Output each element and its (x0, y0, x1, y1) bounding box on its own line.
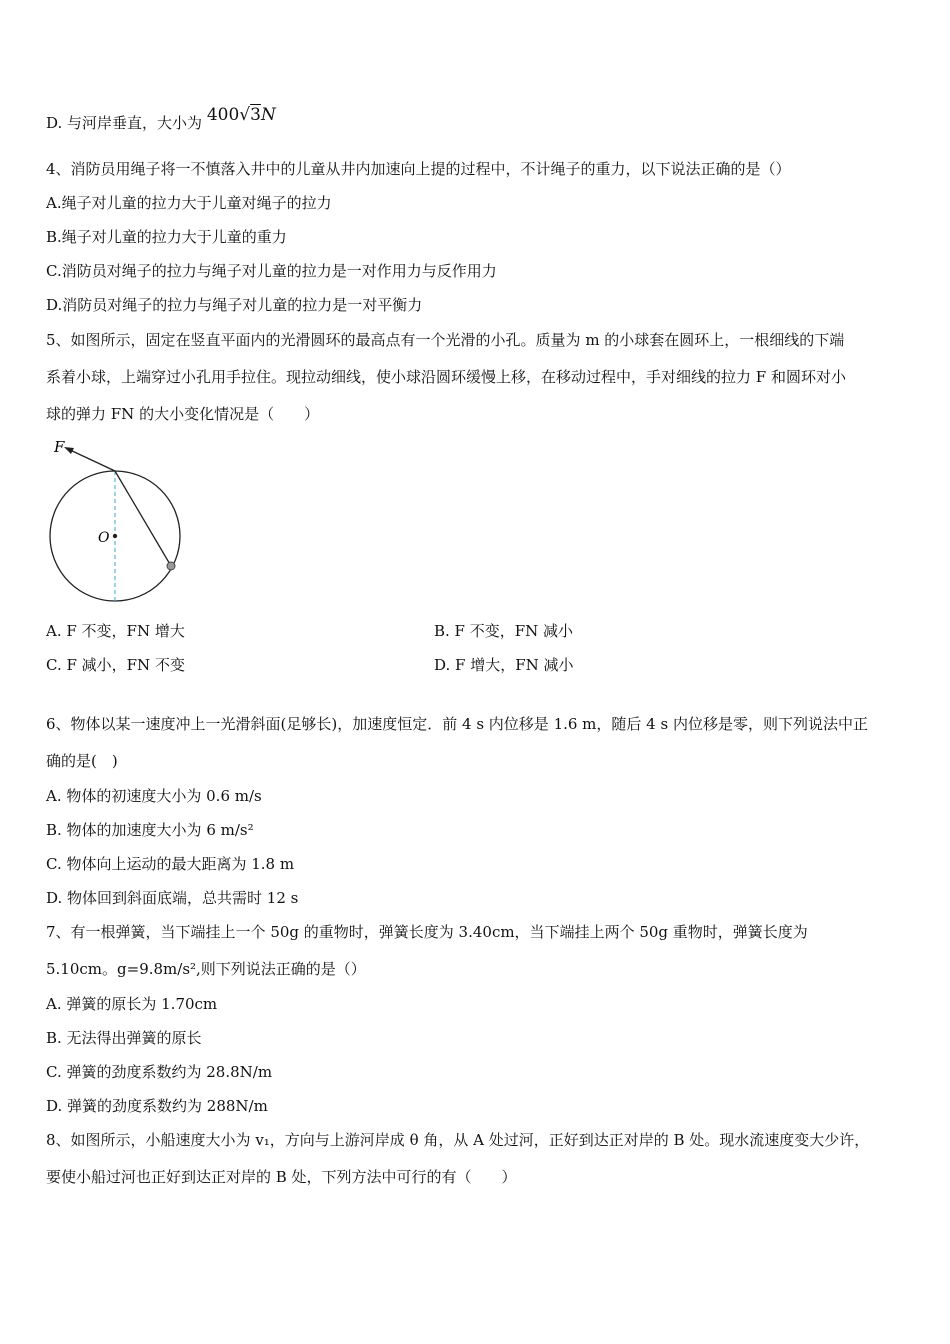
q3-option-d-math (207, 105, 276, 125)
q7-option-d: D. 弹簧的劲度系数约为 288N/m (46, 1097, 268, 1115)
math-num: 400 (206, 105, 240, 125)
q7-stem-line1: 7、有一根弹簧，当下端挂上一个 50g 的重物时，弹簧长度为 3.40cm，当下端挂上两个 50g 重物时，弹簧长度为 (46, 923, 808, 941)
q6-option-d: D. 物体回到斜面底端，总共需时 12 s (46, 889, 299, 907)
q5-option-d: D. F 增大，FN 减小 (434, 656, 574, 674)
q6-stem-line2: 确的是( ) (46, 752, 118, 770)
ball (167, 562, 175, 570)
force-arrow (68, 449, 115, 471)
q8-stem-line2: 要使小船过河也正好到达正对岸的 B 处，下列方法中可行的有（ ） (46, 1168, 517, 1186)
q6-option-b: B. 物体的加速度大小为 6 m/s² (46, 821, 254, 839)
math-unit: N (260, 105, 276, 125)
q5-option-b: B. F 不变，FN 减小 (434, 622, 574, 640)
q7-stem-line2: 5.10cm。g=9.8m/s²,则下列说法正确的是（） (46, 960, 366, 978)
string-line (115, 471, 171, 566)
math-radicand: 3 (250, 105, 261, 125)
q5-ring-figure (40, 432, 200, 607)
q6-option-c: C. 物体向上运动的最大距离为 1.8 m (46, 855, 295, 873)
q4-stem: 4、消防员用绳子将一不慎落入井中的儿童从井内加速向上提的过程中，不计绳子的重力，以下说法正确的是（） (46, 160, 791, 178)
q3-option-d (46, 105, 276, 133)
q6-option-a: A. 物体的初速度大小为 0.6 m/s (46, 787, 262, 805)
label-f: F (54, 438, 65, 456)
center-dot (113, 534, 117, 538)
label-o: O (98, 530, 110, 546)
q5-stem-line2: 系着小球，上端穿过小孔用手拉住。现拉动细线，使小球沿圆环缓慢上移，在移动过程中，手对细线的拉力 F 和圆环对小 (46, 368, 846, 386)
q7-option-a: A. 弹簧的原长为 1.70cm (46, 995, 218, 1013)
sqrt-sign: √ (239, 105, 251, 125)
q4-option-d: D.消防员对绳子的拉力与绳子对儿童的拉力是一对平衡力 (46, 296, 423, 314)
q3-option-d-text: D. 与河岸垂直，大小为 (46, 114, 203, 132)
q5-stem-line1: 5、如图所示，固定在竖直平面内的光滑圆环的最高点有一个光滑的小孔。质量为 m 的小球套在圆环上，一根细线的下端 (46, 331, 845, 349)
q7-option-c: C. 弹簧的劲度系数约为 28.8N/m (46, 1063, 273, 1081)
q4-option-b: B.绳子对儿童的拉力大于儿童的重力 (46, 228, 287, 246)
q5-option-a: A. F 不变，FN 增大 (46, 622, 185, 640)
q4-option-c: C.消防员对绳子的拉力与绳子对儿童的拉力是一对作用力与反作用力 (46, 262, 497, 280)
force-arrowhead (64, 447, 74, 454)
q5-option-c: C. F 减小，FN 不变 (46, 656, 185, 674)
q4-option-a: A.绳子对儿童的拉力大于儿童对绳子的拉力 (46, 194, 332, 212)
q8-stem-line1: 8、如图所示，小船速度大小为 v₁，方向与上游河岸成 θ 角，从 A 处过河，正好到达正对岸的 B 处。现水流速度变大少许， (46, 1131, 870, 1149)
q6-stem-line1: 6、物体以某一速度冲上一光滑斜面(足够长)，加速度恒定．前 4 s 内位移是 1.6 m，随后 4 s 内位移是零，则下列说法中正 (46, 715, 868, 733)
q5-stem-line3: 球的弹力 FN 的大小变化情况是（ ） (46, 405, 320, 423)
q7-option-b: B. 无法得出弹簧的原长 (46, 1029, 202, 1047)
